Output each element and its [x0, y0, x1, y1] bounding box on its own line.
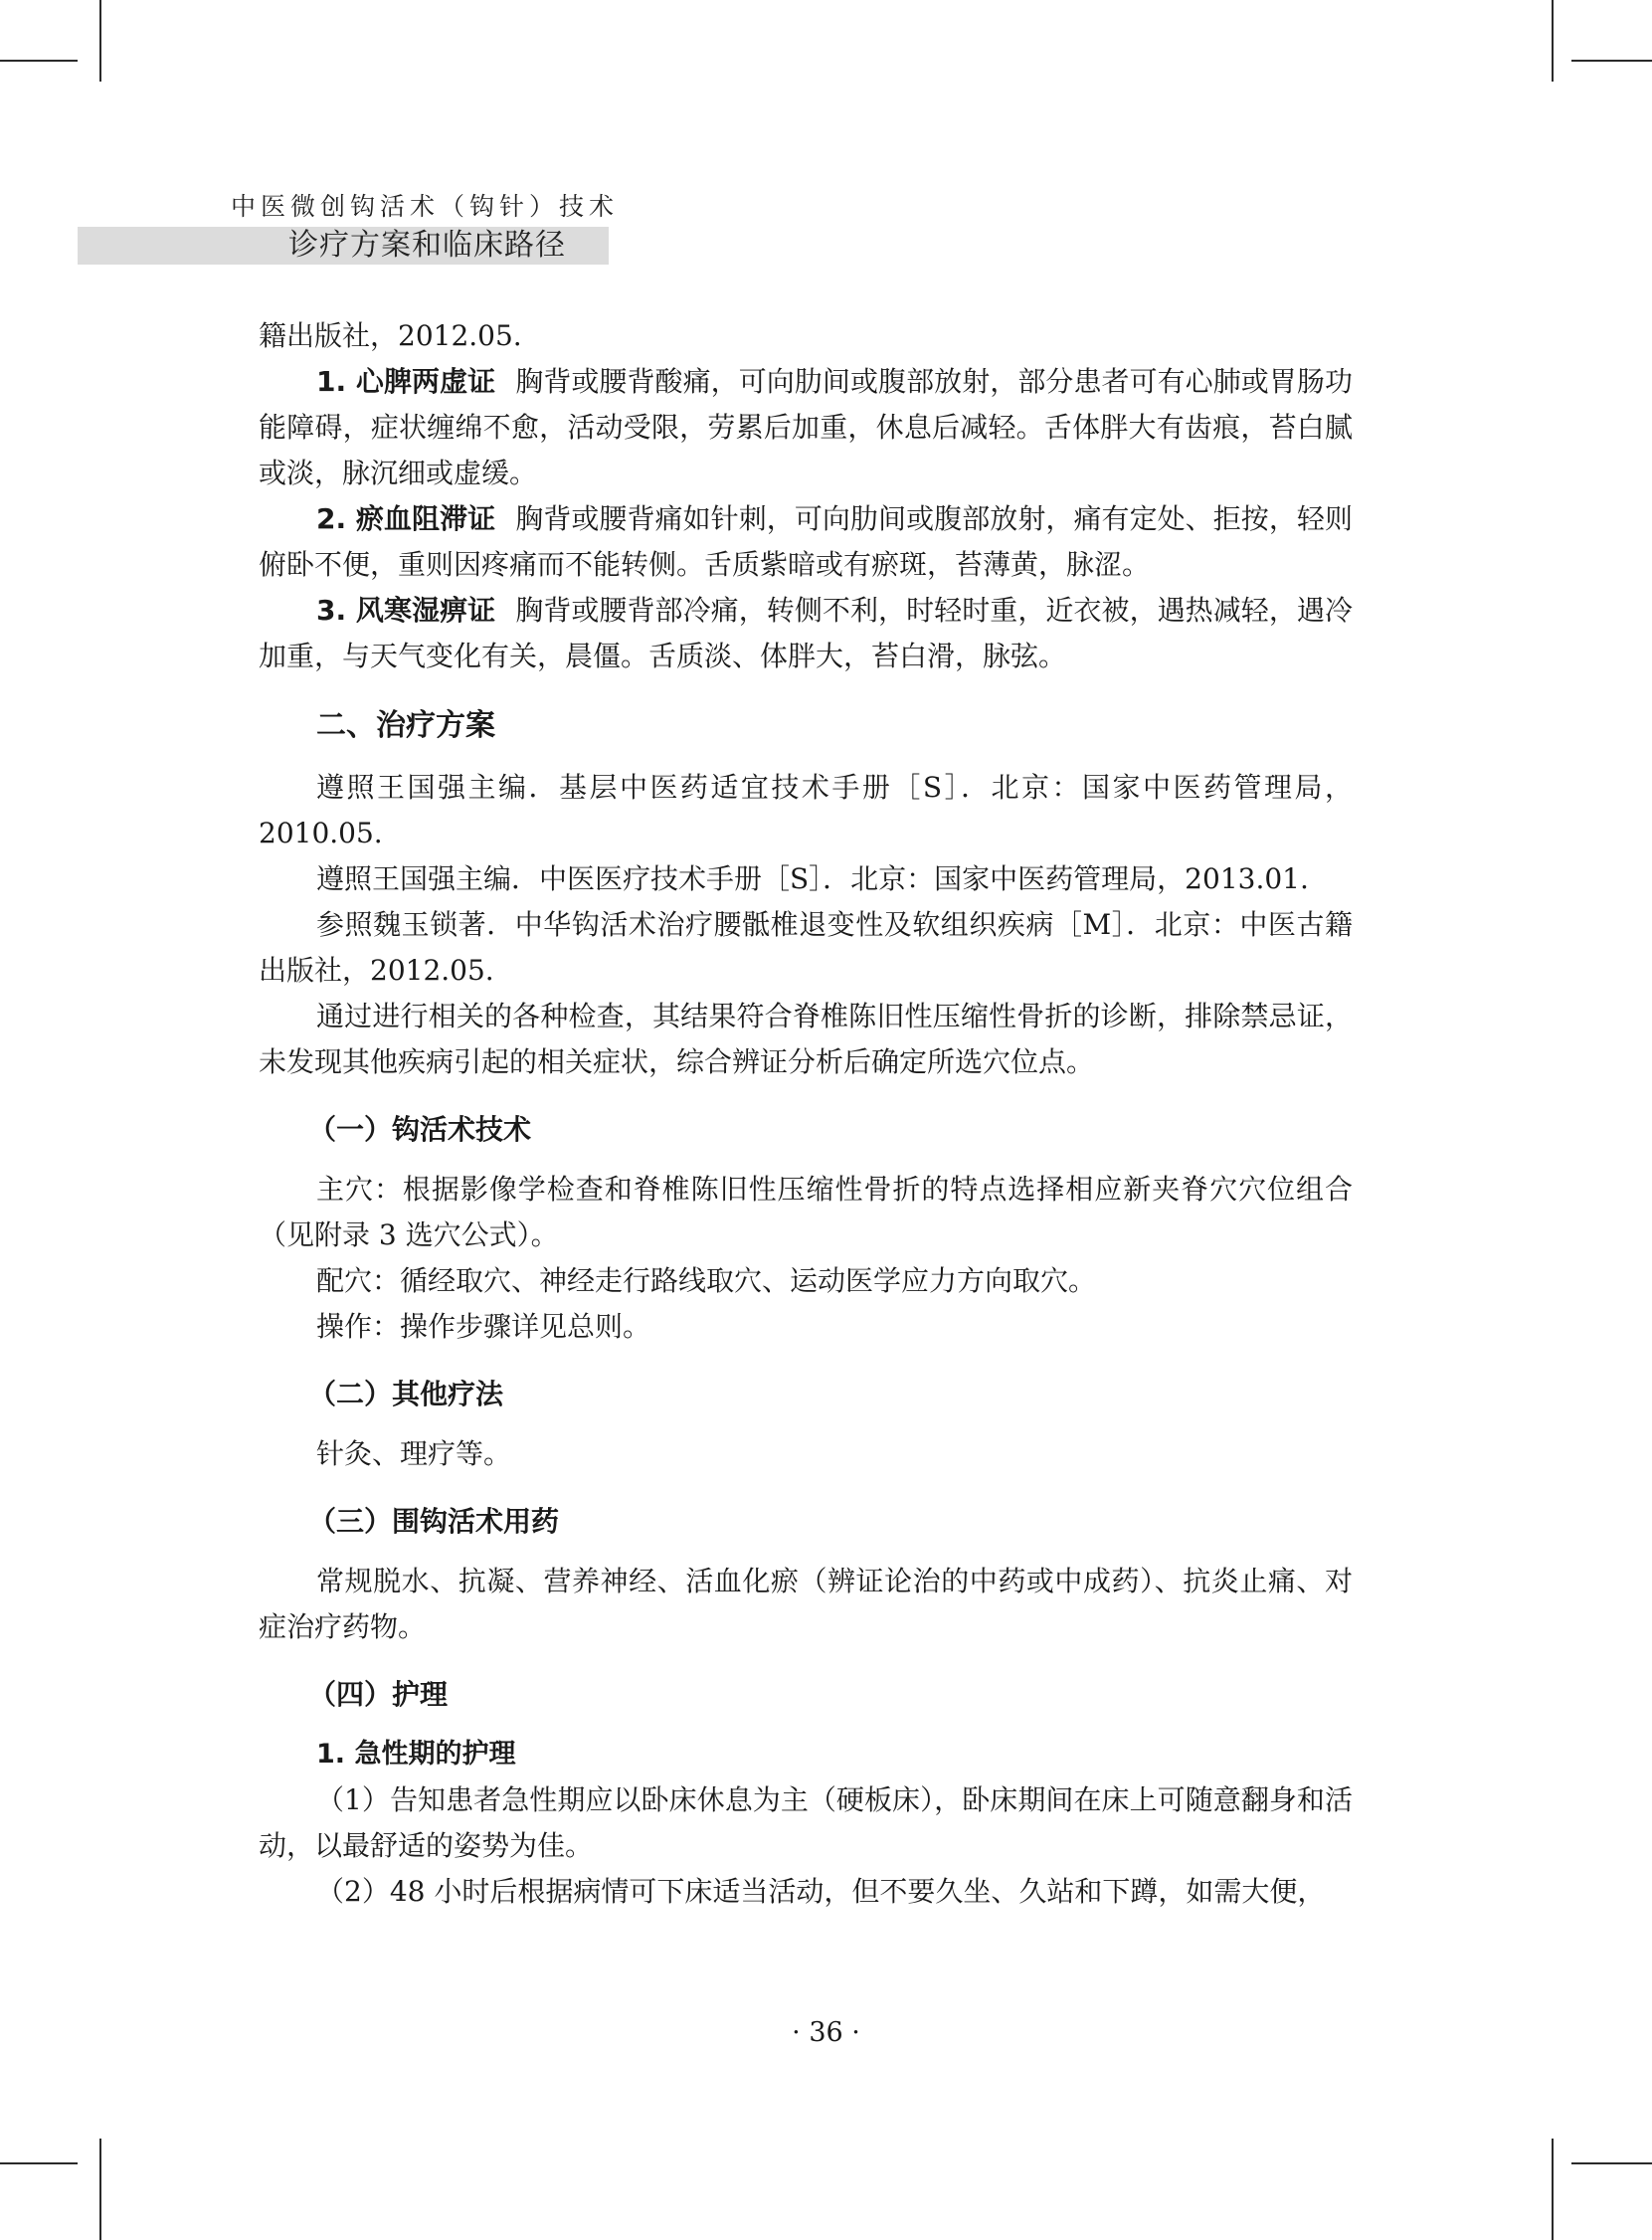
syndrome-paragraph [259, 588, 1353, 679]
subsection-heading: （三）围钩活术用药 [308, 1505, 560, 1538]
running-header-series: 中医微创钩活术（钩针）技术 [231, 192, 620, 221]
crop-mark [99, 2139, 101, 2240]
syndrome-paragraph [259, 359, 1353, 496]
syndrome-text: 胸背或腰背痛如针刺，可向肋间或腹部放射，痛有定处、拒按，轻则俯卧不便，重则因疼痛而不能转侧。舌质紫暗或有瘀斑，苔薄黄，脉涩。 [259, 502, 1353, 581]
syndrome-text: 胸背或腰背酸痛，可向肋间或腹部放射，部分患者可有心肺或胃肠功能障碍，症状缠绵不愈，活动受限，劳累后加重，休息后减轻。舌体胖大有齿痕，苔白腻或淡，脉沉细或虚缓。 [259, 365, 1353, 489]
crop-mark [0, 2162, 78, 2164]
paragraph: 操作：操作步骤详见总则。 [316, 1310, 651, 1343]
list-item: （1）告知患者急性期应以卧床休息为主（硬板床），卧床期间在床上可随意翻身和活动，以最舒适的姿势为佳。 [259, 1783, 1353, 1862]
paragraph: 主穴：根据影像学检查和脊椎陈旧性压缩性骨折的特点选择相应新夹脊穴穴位组合（见附录 3 选穴公式）。 [259, 1173, 1353, 1251]
paragraph: 配穴：循经取穴、神经走行路线取穴、运动医学应力方向取穴。 [316, 1264, 1097, 1297]
subsection-heading: （四）护理 [308, 1678, 449, 1711]
crop-mark [1571, 2162, 1652, 2164]
syndrome-text: 胸背或腰背部冷痛，转侧不利，时轻时重，近衣被，遇热减轻，遇冷加重，与天气变化有关，晨僵。舌质淡、体胖大，苔白滑，脉弦。 [259, 594, 1353, 672]
paragraph: 通过进行相关的各种检查，其结果符合脊椎陈旧性压缩性骨折的诊断，排除禁忌证，未发现其他疾病引起的相关症状，综合辨证分析后确定所选穴位点。 [259, 1000, 1353, 1078]
item-heading: 1. 急性期的护理 [316, 1739, 516, 1770]
crop-mark [1571, 60, 1652, 62]
reference: 参照魏玉锁著．中华钩活术治疗腰骶椎退变性及软组织疾病［M］．北京：中医古籍出版社，2012.05. [259, 908, 1353, 987]
paragraph: 针灸、理疗等。 [316, 1437, 512, 1470]
reference: 遵照王国强主编．基层中医药适宜技术手册［S］．北京：国家中医药管理局，2010.05. [259, 771, 1353, 849]
syndrome-heading: 1. 心脾两虚证 [316, 365, 496, 398]
paragraph: 常规脱水、抗凝、营养神经、活血化瘀（辨证论治的中药或中成药）、抗炎止痛、对症治疗药物。 [259, 1565, 1353, 1643]
list-item: （2）48 小时后根据病情可下床适当活动，但不要久坐、久站和下蹲，如需大便， [316, 1875, 1326, 1908]
crop-mark [1552, 2139, 1554, 2240]
section-heading: 二、治疗方案 [316, 708, 495, 743]
subsection-heading: （二）其他疗法 [308, 1378, 504, 1410]
syndrome-heading: 3. 风寒湿痹证 [316, 594, 496, 627]
paragraph: 籍出版社，2012.05. [259, 319, 522, 352]
reference: 遵照王国强主编．中医医疗技术手册［S］．北京：国家中医药管理局，2013.01. [316, 862, 1309, 895]
subsection-heading: （一）钩活术技术 [308, 1113, 532, 1146]
syndrome-heading: 2. 瘀血阻滞证 [316, 502, 496, 535]
page-number: · 36 · [792, 2017, 860, 2048]
syndrome-paragraph [259, 496, 1353, 588]
crop-mark [0, 60, 78, 62]
crop-mark [1552, 0, 1554, 82]
running-header-title: 诊疗方案和临床路径 [288, 228, 566, 263]
crop-mark [99, 0, 101, 82]
page-body [259, 313, 1353, 1915]
